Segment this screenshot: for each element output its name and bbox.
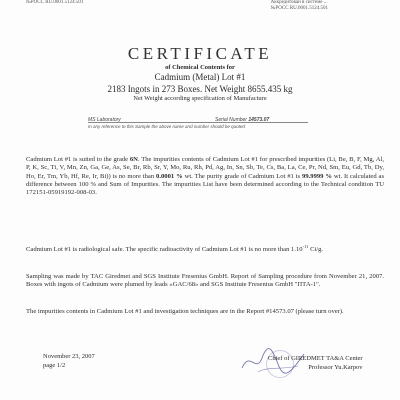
header-right (271, 0, 328, 12)
header-left-line2: №РОСС RU.0001.5124.501 (26, 0, 84, 5)
serial-label: Serial Number (215, 117, 247, 123)
paragraph-radiology (26, 243, 384, 254)
paragraph-grade (26, 156, 384, 197)
certificate-title: CERTIFICATE (127, 44, 273, 63)
serial-value: 14573.07 (248, 117, 270, 123)
header-right-line2: №РОСС RU.0001.5124.501 (270, 6, 328, 11)
p1-text-d: wt. It calculated as difference between 100 % and Sum of Impurities. The impurities List have been determined according to the Technical condition TU 172151-05919192-008-03. (26, 172, 385, 197)
p2-text-a: Cadmium Lot #1 is radiological safe. The specific radioactivity of Cadmium Lot #1 is no more than 1.10 (26, 246, 303, 253)
subtitle-quantity: 2183 Ingots in 273 Boxes. Net Weight 8655.435 kg (107, 84, 293, 94)
grade-value: 6N (129, 156, 138, 163)
max-impurity-value: 0.0001 % (156, 172, 183, 180)
footer-page: page 1/2 (43, 361, 66, 369)
footer-org: Chief of GIREDMET TA&A Center (268, 355, 363, 362)
p1-text-a: Cadmium Lot #1 is suited to the grade (26, 156, 129, 163)
purity-value: 99.9999 % (302, 172, 332, 180)
p2-text-b: Ci/g. (308, 246, 324, 253)
paragraph-sampling: Sampling was made by TAC Giredmet and SGS Institute Fresenius GmbH. Report of Sampling procedure from November 21, 2007. Boxes with ingots of Cadmium were plumed by leads «GAC/68» and SGS Institute Fresenius GmbH "ПТА-1". (26, 273, 384, 289)
subtitle-weight-note: Net Weight according specification of Manufacture (133, 95, 267, 102)
lab-note: In any reference to this Sample the above name and number should be quoted (88, 124, 245, 129)
subtitle-material: Cadmium (Metal) Lot #1 (154, 72, 246, 82)
lab-divider (88, 122, 308, 123)
p1-text-c: wt. The purity grade of Cadmium Lot #1 is (184, 172, 301, 180)
footer-left (43, 353, 95, 370)
subtitle-contents: of Chemical Contents for (165, 64, 235, 71)
paragraph-report: The impurities contents in Cadmium Lot #1 and investigation techniques are in the Report #14573.07 (please turn over). (26, 308, 344, 315)
header-right-line1: Аккредитован в системе ... (270, 0, 328, 5)
lab-name: MS Laboratory (88, 117, 121, 123)
footer-date: November 23, 2007 (43, 353, 95, 360)
header-left (26, 0, 83, 6)
p1-text-b: . The impurities contents of Cadmium Lot #1 for prescribed impurities (Li, Be, B, F, Mg, Al, P, K, Sc, Ti, V, Mn, Zn, Ga, Ge, As, Se, Br, Rb, Sr, Y, Mo, Ru, Rh, Pd, Ag, In, Sn, Sb, Te, Cs, Ba, La, Ce, Pr, Nd, Sm, Eu, Gd, Tb, Dy, Ho, Er, Tm, Yb, Hf, Re, Ir, Bi)) is no more than (26, 156, 384, 180)
footer-right (268, 355, 363, 372)
radioactivity-exponent: -11 (302, 243, 309, 249)
footer-signer: Professor Yu.Karpov (308, 363, 363, 371)
